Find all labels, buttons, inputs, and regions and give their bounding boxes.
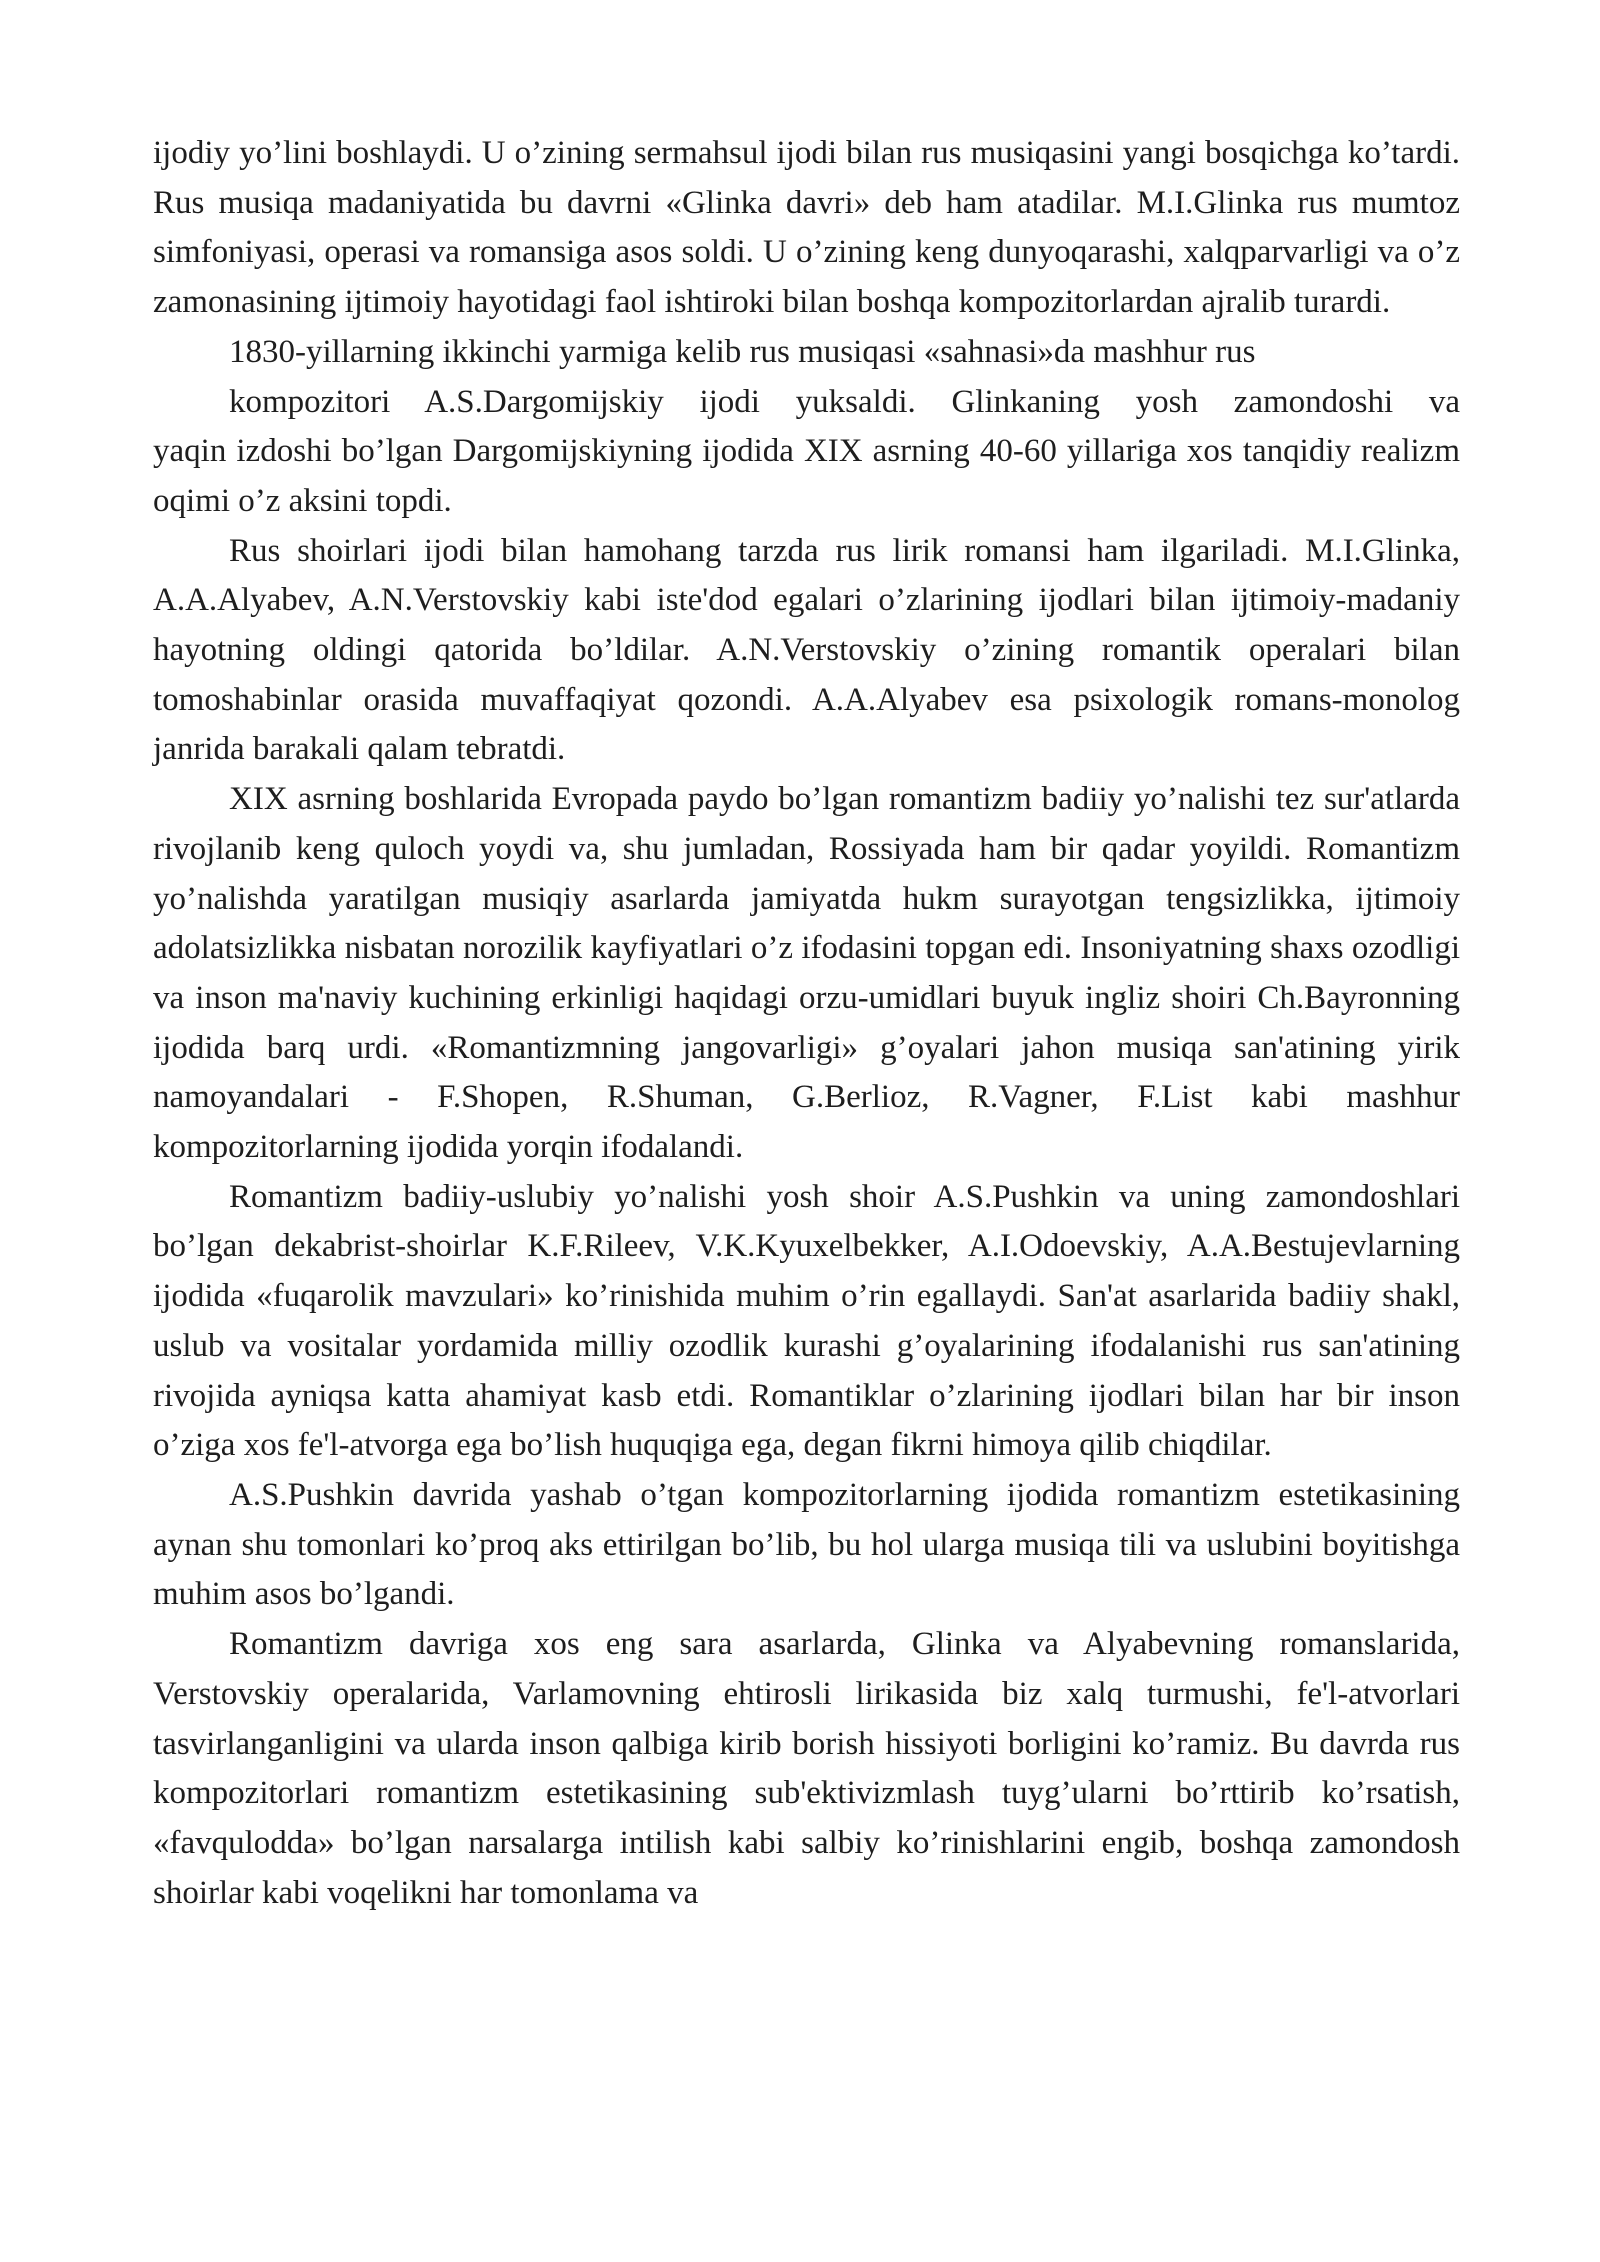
paragraph-romantic-works: Romantizm davriga xos eng sara asarlarda, Glinka va Alyabevning romanslarida, Verstovskiy operalarida, Varlamovning ehtirosli lirikasida biz xalq turmushi, fe'l-atvorlari tasvirlanganligini va ularda inson qalbiga kirib borish hissiyoti borligini ko’ramiz. Bu davrda rus kompozitorlari romantizm estetikasining sub'ektivizmlash tuyg’ularni bo’rttirib ko’rsatish, «favqulodda» bo’lgan narsalarga intilish kabi salbiy ko’rinishlarini engib, boshqa zamondosh shoirlar kabi voqelikni har tomonlama va: [153, 1626, 1460, 1911]
paragraph-romanticism-europe: XIX asrning boshlarida Evropada paydo bo’lgan romantizm badiiy yo’nalishi tez sur'atlarda rivojlanib keng quloch yoydi va, shu jumladan, Rossiyada ham bir qadar yoyildi. Romantizm yo’nalishda yaratilgan musiqiy asarlarda jamiyatda hukm surayotgan tengsizlikka, ijtimoiy adolatsizlikka nisbatan norozilik kayfiyatlari o’z ifodasini topgan edi. Insoniyatning shaxs ozodligi va inson ma'naviy kuchining erkinligi haqidagi orzu-umidlari buyuk ingliz shoiri Ch.Bayronning ijodida barq urdi. «Romantizmning jangovarligi» g’oyalari jahon musiqa san'atining yirik namoyandalari - F.Shopen, R.Shuman, G.Berlioz, R.Vagner, F.List kabi mashhur kompozitorlarning ijodida yorqin ifodalandi.: [153, 781, 1460, 1166]
paragraph-dargomijskiy-rest: yaqin izdoshi bo’lgan Dargomijskiyning ijodida XIX asrning 40-60 yillariga xos tanqidiy realizm oqimi o’z aksini topdi.: [153, 433, 1460, 519]
document-page: [153, 129, 1460, 1918]
paragraph-pushkin-decembrists: Romantizm badiiy-uslubiy yo’nalishi yosh shoir A.S.Pushkin va uning zamondoshlari bo’lgan dekabrist-shoirlar K.F.Rileev, V.K.Kyuxelbekker, A.I.Odoevskiy, A.A.Bestujevlarning ijodida «fuqarolik mavzulari» ko’rinishida muhim o’rin egallaydi. San'at asarlarida badiiy shakl, uslub va vositalar yordamida milliy ozodlik kurashi g’oyalarining ifodalanishi rus san'atining rivojida ayniqsa katta ahamiyat kasb etdi. Romantiklar o’zlarining ijodlari bilan har bir inson o’ziga xos fe'l-atvorga ega bo’lish huquqiga ega, degan fikrni himoya qilib chiqdilar.: [153, 1178, 1460, 1464]
paragraph-glinka-era: ijodiy yo’lini boshlaydi. U o’zining sermahsul ijodi bilan rus musiqasini yangi bosqichga ko’tardi. Rus musiqa madaniyatida bu davrni «Glinka davri» deb ham atadilar. M.I.Glinka rus mumtoz simfoniyasi, operasi va romansiga asos soldi. U o’zining keng dunyoqarashi, xalqparvarligi va o’z zamonasining ijtimoiy hayotidagi faol ishtiroki bilan boshqa kompozitorlardan ajralib turardi.: [153, 135, 1460, 321]
paragraph-pushkin-composers: A.S.Pushkin davrida yashab o’tgan kompozitorlarning ijodida romantizm estetikasining aynan shu tomonlari ko’proq aks ettirilgan bo’lib, bu hol ularga musiqa tili va uslubini boyitishga muhim asos bo’lgandi.: [153, 1476, 1460, 1613]
paragraph-lyric-romance: Rus shoirlari ijodi bilan hamohang tarzda rus lirik romansi ham ilgariladi. M.I.Glinka, A.A.Alyabev, A.N.Verstovskiy kabi iste'dod egalari o’zlarining ijodlari bilan ijtimoiy-madaniy hayotning oldingi qatorida bo’ldilar. A.N.Verstovskiy o’zining romantik operalari bilan tomoshabinlar orasida muvaffaqiyat qozondi. A.A.Alyabev esa psixologik romans-monolog janrida barakali qalam tebratdi.: [153, 532, 1460, 768]
paragraph-dargomijskiy-line-1: 1830-yillarning ikkinchi yarmiga kelib rus musiqasi «sahnasi»da mashhur rus: [229, 333, 1256, 370]
paragraph-dargomijskiy-line-2: kompozitori A.S.Dargomijskiy ijodi yuksaldi. Glinkaning yosh zamondoshi va: [229, 383, 1460, 420]
